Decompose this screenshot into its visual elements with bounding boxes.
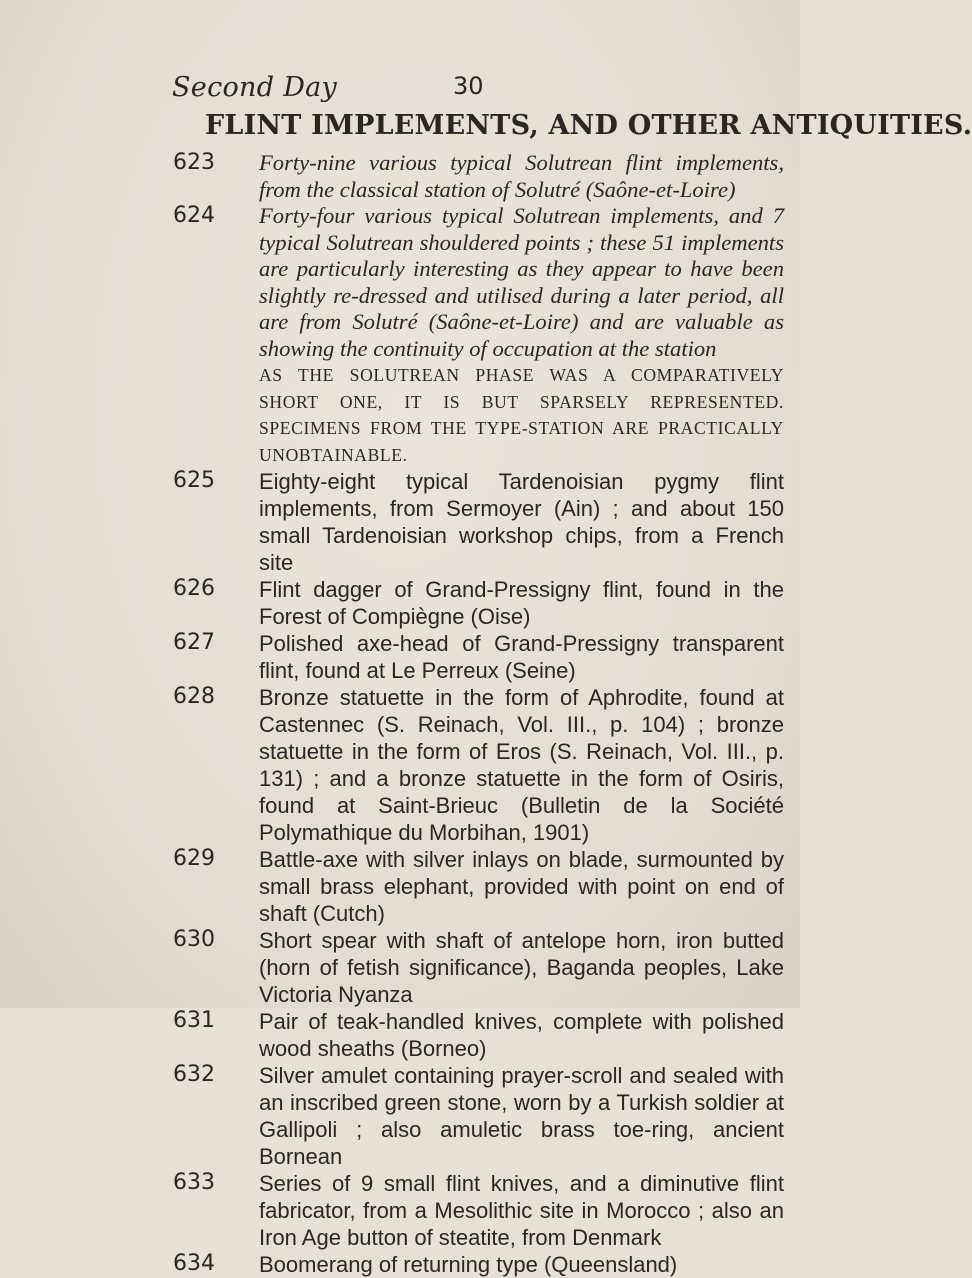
lot-description xyxy=(259,203,784,468)
lot-number: 631 xyxy=(173,1008,215,1033)
lot-633 xyxy=(0,1170,800,1251)
lot-list xyxy=(0,150,800,1278)
lot-623 xyxy=(0,150,800,203)
lot-description: Forty-nine various typical Solutrean flint implements, from the classical station of Solutré (Saône-et-Loire) xyxy=(259,150,784,202)
lot-625 xyxy=(0,468,800,576)
lot-number: 630 xyxy=(173,927,215,952)
lot-description: Bronze statuette in the form of Aphrodite, found at Castennec (S. Reinach, Vol. III., p. 104) ; bronze statuette in the form of Eros (S. Reinach, Vol. III., p. 131) ; and a bronze statuette in the form of Osiris, found at Saint-Brieuc (Bulletin de la Société Polymathique du Morbihan, 1901) xyxy=(259,685,784,845)
lot-number: 627 xyxy=(173,630,215,655)
lot-description: Battle-axe with silver inlays on blade, surmounted by small brass elephant, provided with point on end of shaft (Cutch) xyxy=(259,847,784,926)
lot-description: Boomerang of returning type (Queensland) xyxy=(259,1252,678,1277)
section-title: FLINT IMPLEMENTS, AND OTHER ANTIQUITIES. xyxy=(205,110,972,141)
page-number: 30 xyxy=(453,72,484,100)
lot-634 xyxy=(0,1251,800,1278)
lot-description: Short spear with shaft of antelope horn, iron butted (horn of fetish significance), Baganda peoples, Lake Victoria Nyanza xyxy=(259,928,784,1007)
lot-description: Eighty-eight typical Tardenoisian pygmy flint implements, from Sermoyer (Ain) ; and about 150 small Tardenoisian workshop chips, from a French site xyxy=(259,469,784,575)
lot-627 xyxy=(0,630,800,684)
lot-630 xyxy=(0,927,800,1008)
lot-624 xyxy=(0,203,800,468)
lot-number: 625 xyxy=(173,468,215,493)
lot-628 xyxy=(0,684,800,846)
lot-number: 624 xyxy=(173,203,215,228)
lot-note: AS THE SOLUTREAN PHASE WAS A COMPARATIVELY SHORT ONE, IT IS BUT SPARSELY REPRESENTED. SPECIMENS FROM THE TYPE-STATION ARE PRACTICALLY UNOBTAINABLE. xyxy=(259,365,784,465)
sale-day-heading: Second Day xyxy=(172,72,338,103)
lot-description-text: Forty-four various typical Solutrean implements, and 7 typical Solutrean shouldered points ; these 51 implements are particularly interesting as they appear to have been slightly re-dressed and utilised during a later period, all are from Solutré (Saône-et-Loire) and are valuable as showing the continuity of occupation at the station xyxy=(259,203,784,361)
lot-number: 634 xyxy=(173,1251,215,1276)
lot-number: 629 xyxy=(173,846,215,871)
lot-632 xyxy=(0,1062,800,1170)
lot-626 xyxy=(0,576,800,630)
lot-number: 623 xyxy=(173,150,215,175)
lot-description: Series of 9 small flint knives, and a diminutive flint fabricator, from a Mesolithic site in Morocco ; also an Iron Age button of steatite, from Denmark xyxy=(259,1171,784,1250)
lot-description: Flint dagger of Grand-Pressigny flint, found in the Forest of Compiègne (Oise) xyxy=(259,577,784,629)
lot-description: Polished axe-head of Grand-Pressigny transparent flint, found at Le Perreux (Seine) xyxy=(259,631,784,683)
lot-description: Pair of teak-handled knives, complete with polished wood sheaths (Borneo) xyxy=(259,1009,784,1061)
lot-description: Silver amulet containing prayer-scroll and sealed with an inscribed green stone, worn by a Turkish soldier at Gallipoli ; also amuletic brass toe-ring, ancient Bornean xyxy=(259,1063,784,1169)
lot-number: 632 xyxy=(173,1062,215,1087)
lot-number: 633 xyxy=(173,1170,215,1195)
lot-number: 628 xyxy=(173,684,215,709)
lot-number: 626 xyxy=(173,576,215,601)
lot-629 xyxy=(0,846,800,927)
lot-631 xyxy=(0,1008,800,1062)
